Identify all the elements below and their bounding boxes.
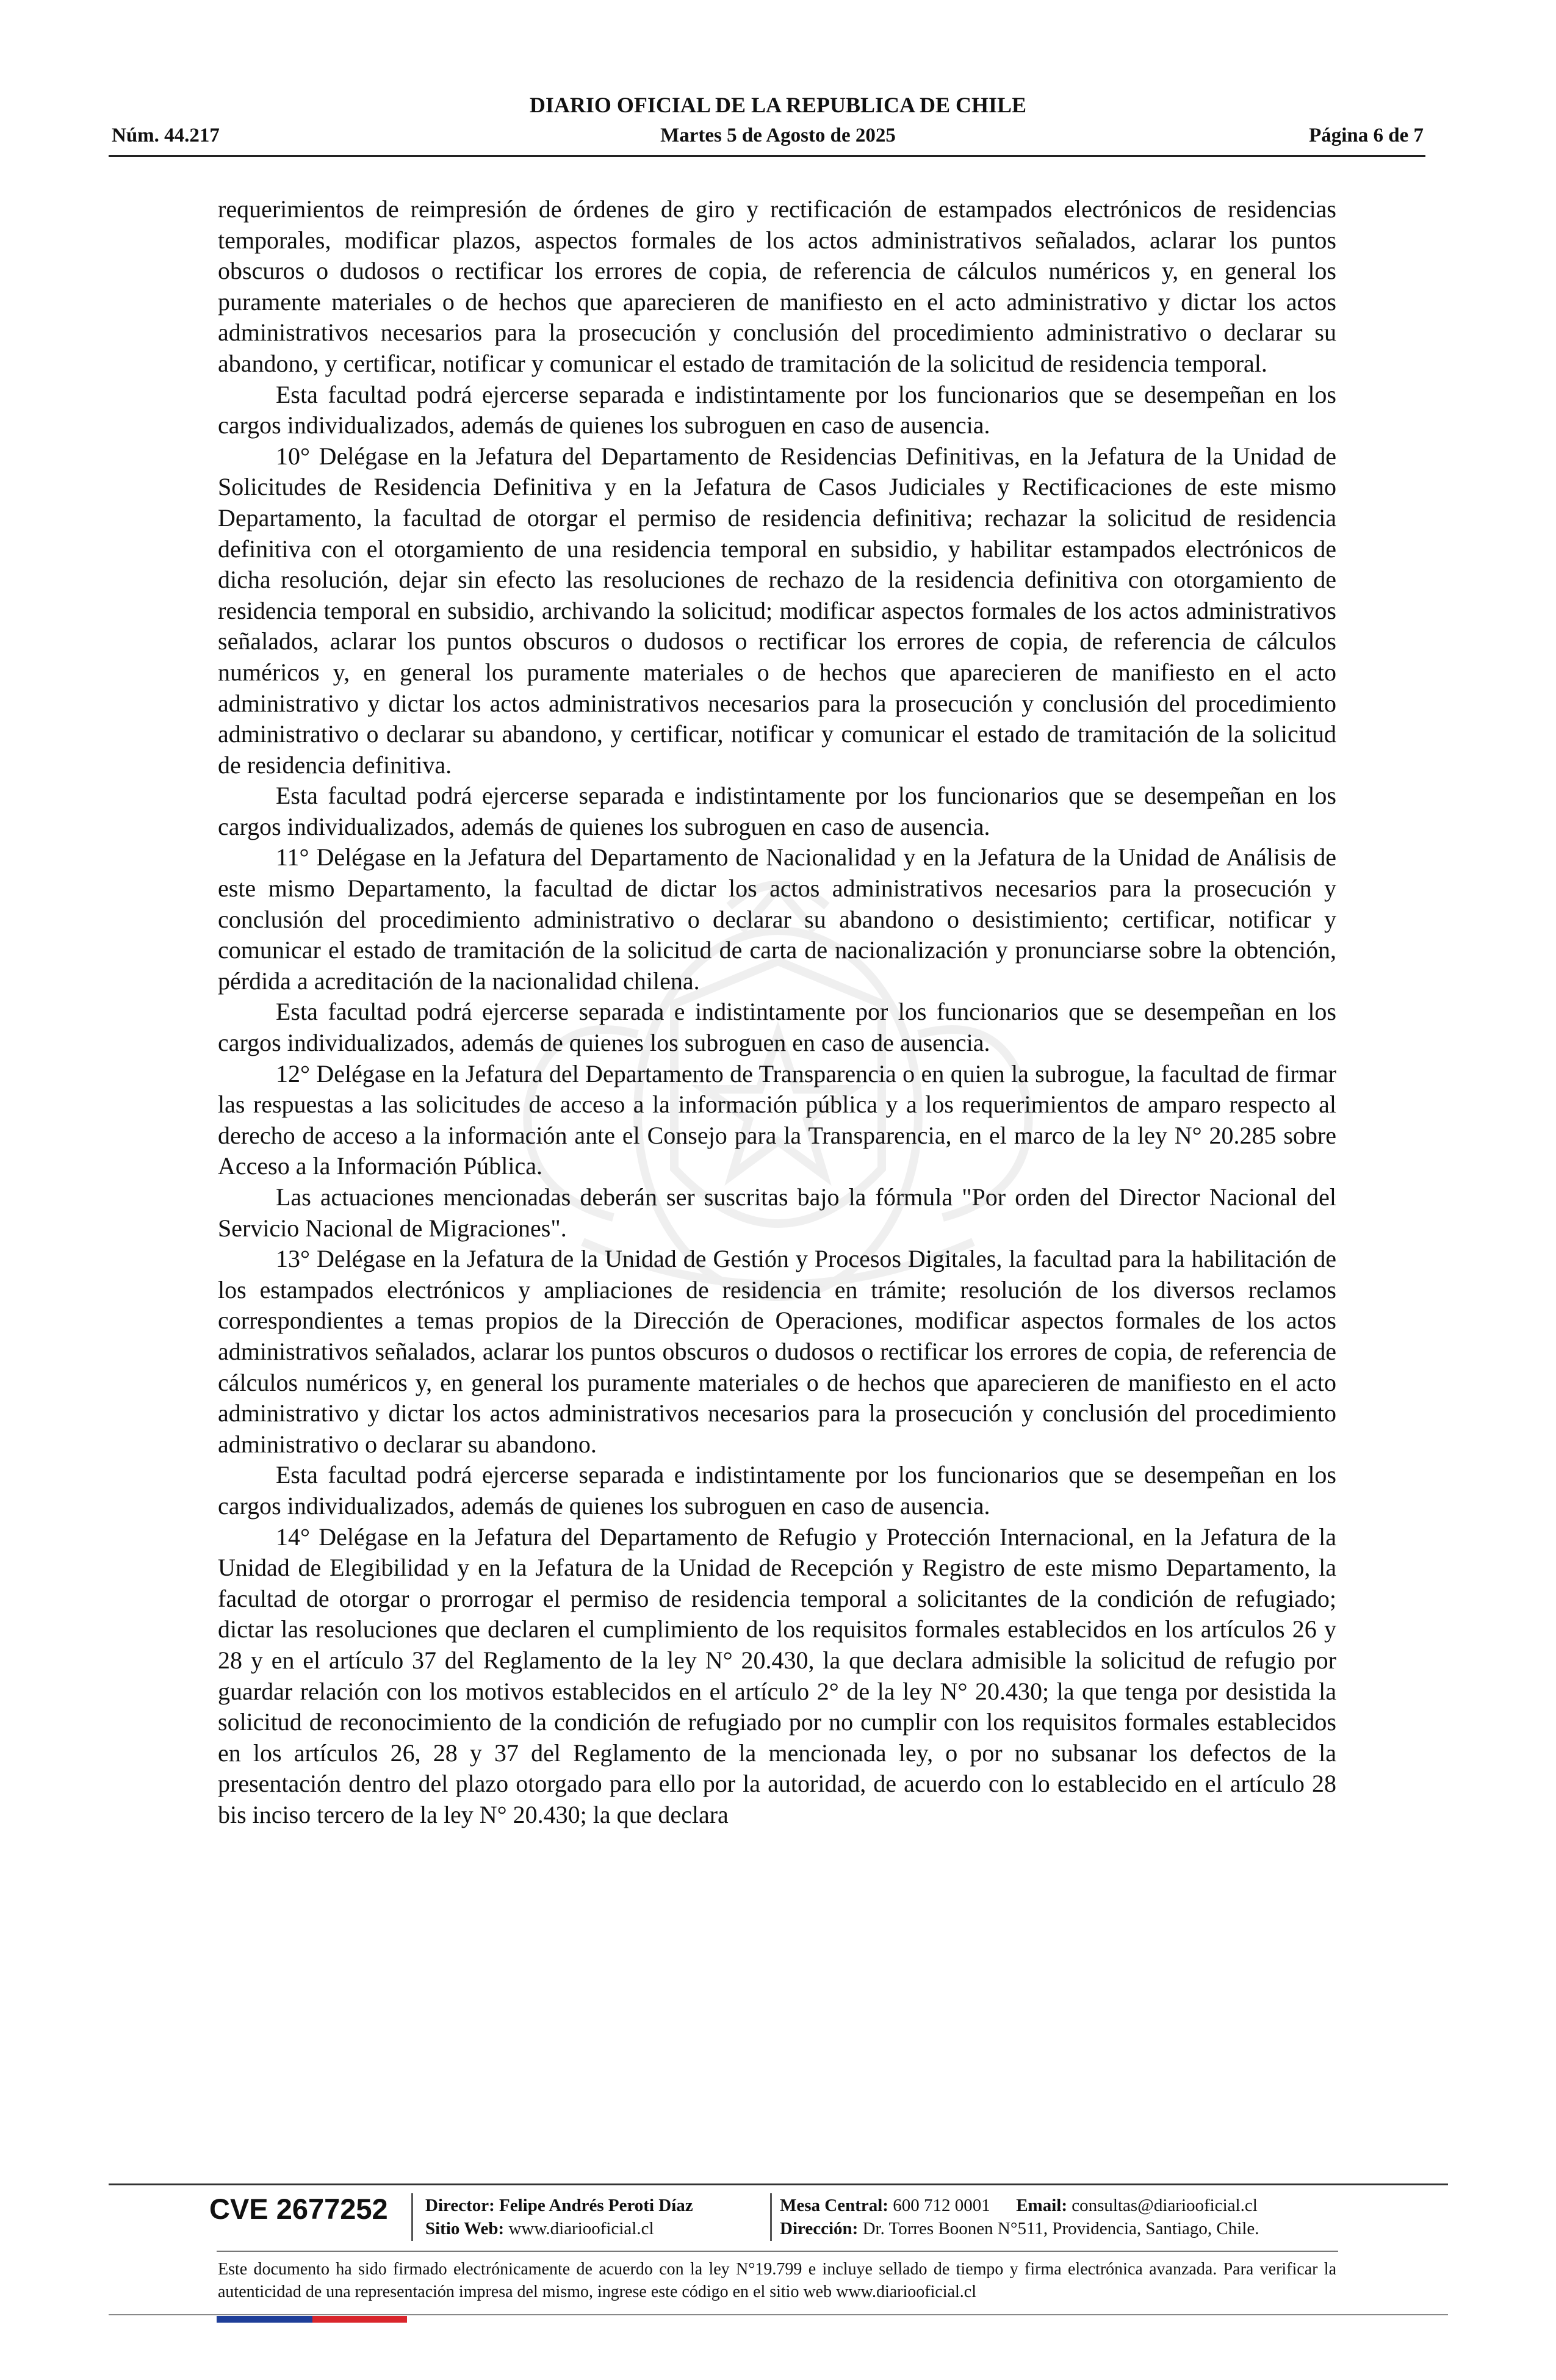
footer-separator: [770, 2193, 772, 2241]
email-link[interactable]: consultas@diariooficial.cl: [1072, 2196, 1258, 2215]
paragraph: 11° Delégase en la Jefatura del Departamento de Nacionalidad y en la Jefatura de la Unidad de Análisis de este mismo Departamento, la facultad de dictar los actos administrativos necesarios para la prosecución y conclusión del procedimiento administrativo o declarar su abandono o desistimiento; certificar, notificar y comunicar el estado de tramitación de la solicitud de carta de nacionalización y pronunciarse sobre la obtención, pérdida a acreditación de la nacionalidad chilena.: [218, 843, 1336, 995]
paragraph: 12° Delégase en la Jefatura del Departamento de Transparencia o en quien la subrogue, la facultad de firmar las respuestas a las solicitudes de acceso a la información pública y a los requerimientos de amparo respecto al derecho de acceso a la información ante el Consejo para la Transparencia, en el marco de la ley N° 20.285 sobre Acceso a la Información Pública.: [218, 1059, 1336, 1180]
paragraph: 10° Delégase en la Jefatura del Departamento de Residencias Definitivas, en la Jefatura de la Unidad de Solicitudes de Residencia Definitiva y en la Jefatura de Casos Judiciales y Rectificaciones de este mismo Departamento, la facultad de otorgar el permiso de residencia definitiva; rechazar la solicitud de residencia definitiva con el otorgamiento de una residencia temporal en subsidio, y habilitar estampados electrónicos de dicha resolución, dejar sin efecto las resoluciones de rechazo de la residencia definitiva con otorgamiento de residencia temporal en subsidio, archivando la solicitud; modificar aspectos formales de los actos administrativos señalados, aclarar los puntos obscuros o dudosos o rectificar los errores de copia, de referencia de cálculos numéricos y, en general los puramente materiales o de hechos que aparecieren de manifiesto en el acto administrativo y dictar los actos administrativos necesarios para la prosecución y conclusión del procedimiento administrativo o declarar su abandono, y certificar, notificar y comunicar el estado de tramitación de la solicitud de residencia definitiva.: [218, 442, 1336, 779]
footer-director: [425, 2194, 693, 2217]
email-label: Email:: [1016, 2196, 1067, 2215]
website-link[interactable]: www.diariooficial.cl: [508, 2219, 654, 2238]
paragraph: Esta facultad podrá ejercerse separada e indistintamente por los funcionarios que se desempeñan en los cargos individualizados, además de quienes los subroguen en caso de ausencia.: [218, 380, 1336, 439]
issue-number: Núm. 44.217: [112, 124, 220, 146]
footer-divider-top: [109, 2183, 1448, 2185]
signature-notice: Este documento ha sido firmado electrónicamente de acuerdo con la ley N°19.799 e incluye sellado de tiempo y firma electrónica avanzada. Para verificar la autenticidad de una representación impresa del mismo, ingrese este código en el sitio web www.diariooficial.cl: [218, 2260, 1336, 2301]
page-number: Página 6 de 7: [1309, 124, 1424, 146]
document-body: [218, 194, 1336, 1830]
paragraph: Esta facultad podrá ejercerse separada e indistintamente por los funcionarios que se desempeñan en los cargos individualizados, además de quienes los subroguen en caso de ausencia.: [218, 1461, 1336, 1520]
issue-date: Martes 5 de Agosto de 2025: [660, 124, 896, 146]
website-label: Sitio Web:: [425, 2219, 505, 2238]
address-value: Dr. Torres Boonen N°511, Providencia, Santiago, Chile.: [862, 2219, 1259, 2238]
footer-address: [780, 2217, 1259, 2240]
paragraph: 14° Delégase en la Jefatura del Departamento de Refugio y Protección Internacional, en la Jefatura de la Unidad de Elegibilidad y en la Jefatura de la Unidad de Recepción y Registro de este mismo Departamento, la facultad de otorgar o prorrogar el permiso de residencia temporal a solicitantes de la condición de refugiado; dictar las resoluciones que declaren el cumplimiento de los requisitos formales establecidos en los artículos 26 y 28 y en el artículo 37 del Reglamento de la ley N° 20.430, la que declara admisible la solicitud de refugio por guardar relación con los motivos establecidos en el artículo 2° de la ley N° 20.430; la que tenga por desistida la solicitud de reconocimiento de la condición de refugiado por no cumplir con los requisitos formales establecidos en los artículos 26, 28 y 37 del Reglamento de la mencionada ley, o por no subsanar los defectos de la presentación dentro del plazo otorgado para ello por la autoridad, de acuerdo con lo establecido en el artículo 28 bis inciso tercero de la ley N° 20.430; la que declara: [218, 1523, 1336, 1828]
footer-divider-middle: [217, 2251, 1338, 2252]
paragraph: Las actuaciones mencionadas deberán ser suscritas bajo la fórmula "Por orden del Director Nacional del Servicio Nacional de Migraciones".: [218, 1183, 1336, 1242]
paragraph: Esta facultad podrá ejercerse separada e indistintamente por los funcionarios que se desempeñan en los cargos individualizados, además de quienes los subroguen en caso de ausencia.: [218, 998, 1336, 1057]
footer-contact: [780, 2194, 1258, 2217]
footer-divider-bottom: [109, 2314, 1448, 2315]
paragraph: Esta facultad podrá ejercerse separada e indistintamente por los funcionarios que se desempeñan en los cargos individualizados, además de quienes los subroguen en caso de ausencia.: [218, 782, 1336, 840]
flag-stripe-blue: [217, 2316, 312, 2323]
footer-separator: [411, 2193, 413, 2241]
phone-number: 600 712 0001: [893, 2196, 990, 2215]
cve-code: CVE 2677252: [209, 2193, 388, 2225]
director-label: Director:: [425, 2196, 495, 2215]
director-name: Felipe Andrés Peroti Díaz: [499, 2196, 693, 2215]
paragraph: requerimientos de reimpresión de órdenes de giro y rectificación de estampados electrónicos de residencias temporales, modificar plazos, aspectos formales de los actos administrativos señalados, aclarar los puntos obscuros o dudosos o rectificar los errores de copia, de referencia de cálculos numéricos y, en general los puramente materiales o de hechos que aparecieren de manifiesto en el acto administrativo y dictar los actos administrativos necesarios para la prosecución y conclusión del procedimiento administrativo o declarar su abandono, y certificar, notificar y comunicar el estado de tramitación de la solicitud de residencia temporal.: [218, 195, 1336, 377]
header-divider: [109, 155, 1425, 157]
address-label: Dirección:: [780, 2219, 859, 2238]
newspaper-title: DIARIO OFICIAL DE LA REPUBLICA DE CHILE: [529, 93, 1027, 117]
flag-stripe-red: [312, 2316, 407, 2323]
footer-website: [425, 2217, 654, 2240]
paragraph: 13° Delégase en la Jefatura de la Unidad de Gestión y Procesos Digitales, la facultad para la habilitación de los estampados electrónicos y ampliaciones de residencia en trámite; resolución de los diversos reclamos correspondientes a temas propios de la Dirección de Operaciones, modificar aspectos formales de los actos administrativos señalados, aclarar los puntos obscuros o dudosos o rectificar los errores de copia, de referencia de cálculos numéricos y, en general los puramente materiales o de hechos que aparecieren de manifiesto en el acto administrativo y dictar los actos administrativos necesarios para la prosecución y conclusión del procedimiento administrativo o declarar su abandono.: [218, 1245, 1336, 1458]
phone-label: Mesa Central:: [780, 2196, 888, 2215]
